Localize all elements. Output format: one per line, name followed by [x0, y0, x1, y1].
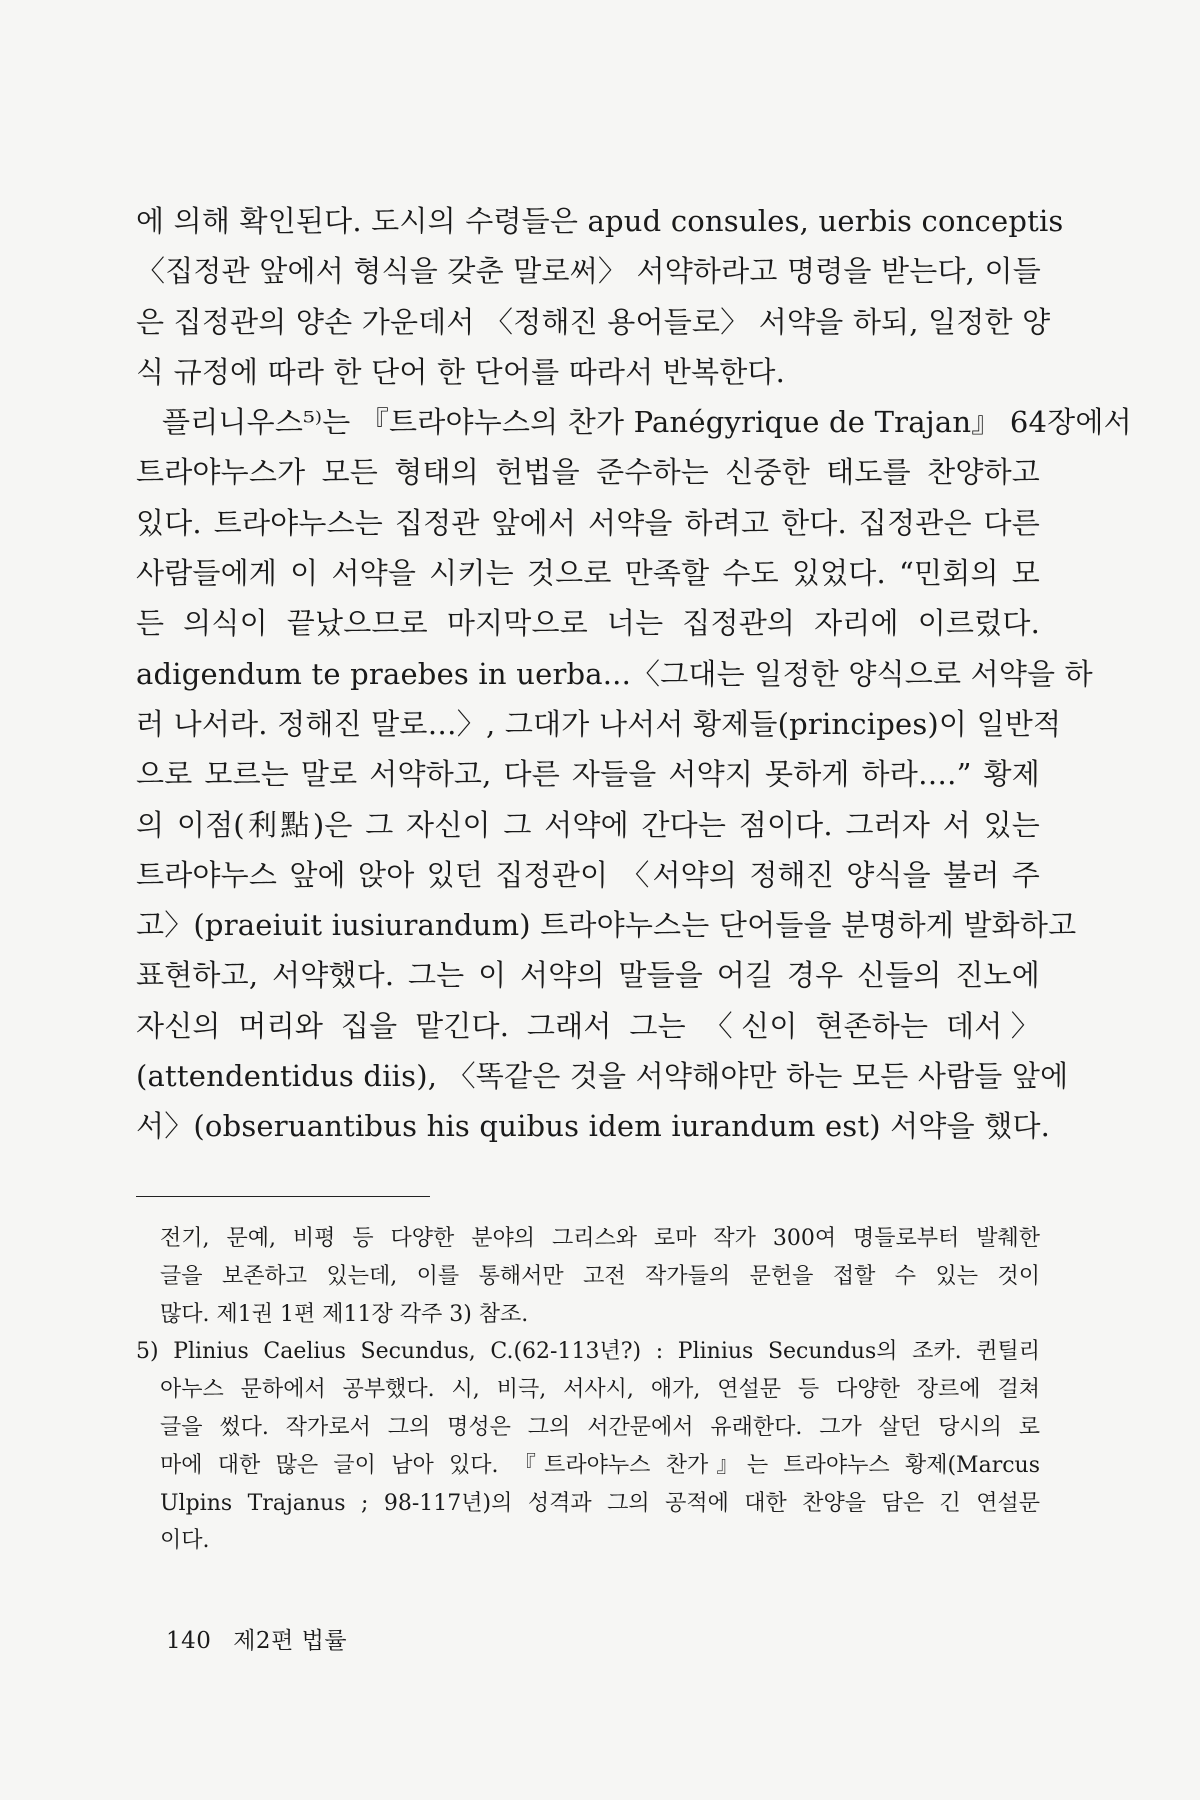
text-line: 의 이점(利點)은 그 자신이 그 서약에 간다는 점이다. 그러자 서 있는 — [136, 807, 1040, 842]
text-line: 트라야누스가 모든 형태의 헌법을 준수하는 신중한 태도를 찬양하고 — [136, 455, 1040, 490]
text-line: 고〉(praeiuit iusiurandum) 트라야누스는 단어들을 분명하게 발화하고 — [136, 908, 1077, 943]
footnote-line: 마에 대한 많은 글이 남아 있다. 『트라야누스 찬가』는 트라야누스 황제(Marcus — [160, 1452, 1040, 1478]
text-line: 으로 모르는 말로 서약하고, 다른 자들을 서약지 못하게 하라….” 황제 — [136, 757, 1040, 792]
text-line: 식 규정에 따라 한 단어 한 단어를 따라서 반복한다. — [136, 354, 786, 389]
text-line: 서〉(obseruantibus his quibus idem iurandum est) 서약을 했다. — [136, 1109, 1051, 1144]
text-line: 트라야누스 앞에 앉아 있던 집정관이 〈서약의 정해진 양식을 불러 주 — [136, 857, 1040, 892]
page-footer — [166, 1622, 347, 1655]
text-line: (attendentidus diis), 〈똑같은 것을 서약해야만 하는 모든 사람들 앞에 — [136, 1059, 1069, 1094]
text-line: 있다. 트라야누스는 집정관 앞에서 서약을 하려고 한다. 집정관은 다른 — [136, 505, 1040, 540]
text-line: 자신의 머리와 집을 맡긴다. 그래서 그는 〈신이 현존하는 데서〉 — [136, 1008, 1040, 1043]
text-line: 든 의식이 끝났으므로 마지막으로 너는 집정관의 자리에 이르렀다. — [136, 606, 1040, 641]
text-line: 플리니우스⁵⁾는 『트라야누스의 찬가 Panégyrique de Trajan』 64장에서 — [162, 405, 1132, 440]
footnote-divider — [136, 1196, 430, 1197]
footnote-line: 전기, 문예, 비평 등 다양한 분야의 그리스와 로마 작가 300여 명들로부터 발췌한 — [160, 1226, 1040, 1251]
footnote-line: 아누스 문하에서 공부했다. 시, 비극, 서사시, 애가, 연설문 등 다양한 장르에 걸쳐 — [160, 1377, 1040, 1403]
main-text — [136, 196, 1132, 1152]
text-line: 사람들에게 이 서약을 시키는 것으로 만족할 수도 있었다. “민회의 모 — [136, 556, 1040, 591]
footnote-line: 이다. — [160, 1528, 210, 1554]
text-line: 러 나서라. 정해진 말로…〉, 그대가 나서서 황제들(principes)이 일반적 — [136, 706, 1062, 741]
footnote-line: 많다. 제1권 1편 제11장 각주 3) 참조. — [160, 1301, 529, 1327]
text-line: 표현하고, 서약했다. 그는 이 서약의 말들을 어길 경우 신들의 진노에 — [136, 958, 1040, 993]
footnote-line: 5) Plinius Caelius Secundus, C.(62-113년?) : Plinius Secundus의 조카. 퀸틸리 — [136, 1339, 1040, 1365]
text-line: 에 의해 확인된다. 도시의 수령들은 apud consules, uerbis conceptis — [136, 204, 1064, 238]
footnote-line: 글을 썼다. 작가로서 그의 명성은 그의 서간문에서 유래한다. 그가 살던 당시의 로 — [160, 1414, 1040, 1440]
text-line: adigendum te praebes in uerba...〈그대는 일정한 양식으로 서약을 하 — [136, 656, 1093, 691]
page-number: 140 — [166, 1628, 212, 1654]
text-line: 은 집정관의 양손 가운데서 〈정해진 용어들로〉 서약을 하되, 일정한 양 — [136, 304, 1051, 339]
section-title: 제2편 법률 — [233, 1628, 348, 1654]
footnote-line: 글을 보존하고 있는데, 이를 통해서만 고전 작가들의 문헌을 접할 수 있는 것이 — [160, 1263, 1040, 1289]
footnote-line: Ulpins Trajanus ; 98-117년)의 성격과 그의 공적에 대한 찬양을 담은 긴 연설문 — [160, 1490, 1040, 1516]
text-line: 〈집정관 앞에서 형식을 갖춘 말로써〉 서약하라고 명령을 받는다, 이들 — [136, 254, 1041, 289]
footnotes — [136, 1220, 1040, 1560]
